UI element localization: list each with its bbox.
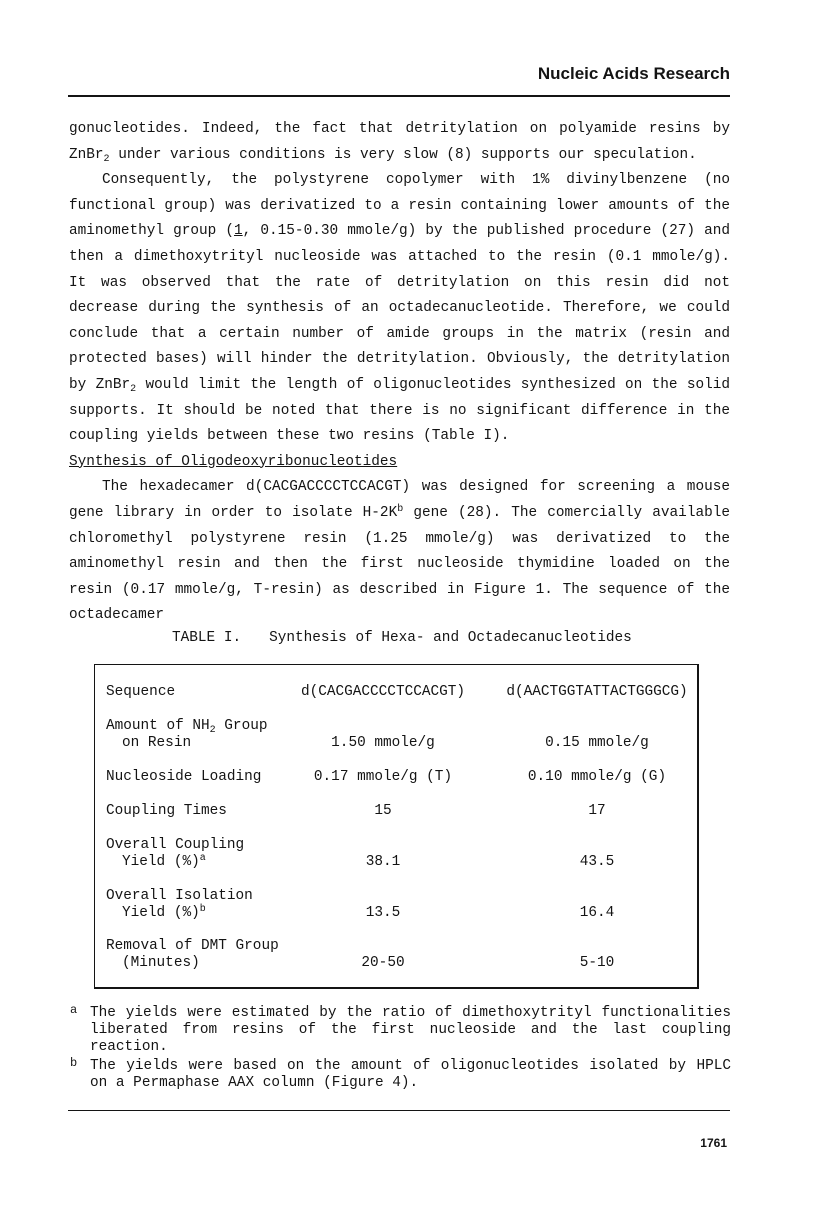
subscript: 2	[130, 383, 137, 395]
label-text: Amount of NH	[106, 718, 210, 734]
row-label-line2	[106, 905, 253, 922]
cell-hexadecamer: d(CACGACCCCTCCACGT)	[300, 684, 466, 700]
cell-hexadecamer: 1.50 mmole/g	[331, 735, 435, 751]
section-heading-text: Synthesis of Oligodeoxyribonucleotides	[69, 453, 398, 470]
footnote-text: The yields were based on the amount of oligonucleotides isolated by HPLC on a Permaphase AAX column (Figure 4).	[90, 1058, 731, 1091]
row-label	[106, 888, 253, 922]
row-label	[106, 938, 279, 972]
footnote-mark: b	[70, 1056, 78, 1070]
section-heading	[69, 450, 730, 476]
paragraph-1-text-cont: under various conditions is very slow (8) supports our speculation.	[109, 146, 697, 163]
journal-title: Nucleic Acids Research	[537, 64, 730, 83]
cell-octadecamer: 5-10	[579, 955, 615, 971]
cell-octadecamer: 16.4	[579, 905, 615, 921]
row-label-line2: (Minutes)	[122, 955, 200, 971]
row-label: Nucleoside Loading	[106, 769, 262, 785]
cell-hexadecamer: 13.5	[365, 905, 401, 921]
paragraph-3-text: The hexadecamer d(CACGACCCCTCCACGT) was designed for screening a mouse gene library in order to isolate H-2K	[69, 479, 730, 521]
paragraph-2-text: Consequently, the polystyrene copolymer with 1% divinylbenzene (no functional group) was derivatized to a resin containing lower amounts of the aminomethyl group (	[69, 172, 730, 240]
page-number: 1761	[700, 1136, 727, 1150]
footnote-a	[70, 1005, 731, 1056]
table-title: Synthesis of Hexa- and Octadecanucleotides	[269, 630, 632, 646]
cell-hexadecamer: 15	[374, 803, 392, 819]
cell-hexadecamer: 38.1	[365, 854, 401, 870]
row-label	[106, 718, 267, 752]
subscript: 2	[209, 725, 216, 736]
row-label-line2: on Resin	[122, 735, 192, 751]
cell-octadecamer: d(AACTGGTATTACTGGGCG)	[506, 684, 688, 700]
cell-hexadecamer: 20-50	[361, 955, 405, 971]
subscript: 2	[103, 153, 110, 165]
compound-ref: 1	[234, 223, 243, 240]
superscript: b	[397, 503, 404, 515]
paragraph-2-text-cont: , 0.15-0.30 mmole/g) by the published procedure (27) and then a dimethoxytrityl nucleoside was attached to the resin (0.1 mmole/g). It was observed that the rate of detritylation on this resin did not decrease during the synthesis of an octadecanucleotide. Therefore, we could conclude that a certain number of amide groups in the matrix (resin and protected bases) will hinder the detritylation. Obviously, the detritylation by ZnBr	[69, 223, 730, 393]
footnote-mark: b	[199, 904, 206, 915]
footnotes	[70, 1005, 731, 1094]
body-text	[69, 117, 730, 629]
row-label: Sequence	[106, 684, 176, 700]
row-label-line2	[106, 854, 244, 871]
paragraph-3	[69, 475, 730, 629]
footer-rule	[68, 1110, 730, 1111]
row-label: Coupling Times	[106, 803, 227, 819]
cell-hexadecamer: 0.17 mmole/g (T)	[313, 769, 453, 785]
label-text: Yield (%)	[122, 854, 200, 870]
row-label-line1	[106, 718, 267, 735]
row-label	[106, 837, 244, 871]
footnote-mark: a	[199, 853, 206, 864]
cell-octadecamer: 0.15 mmole/g	[545, 735, 649, 751]
paragraph-2-text-end: would limit the length of oligonucleotides synthesized on the solid supports. It should be noted that there is no significant difference in the coupling yields between these two resins (Table I).	[69, 376, 731, 445]
label-text: Yield (%)	[122, 905, 200, 921]
footnote-mark: a	[70, 1003, 78, 1017]
paragraph-1	[69, 117, 730, 168]
table-caption	[172, 630, 632, 646]
row-label-line1: Overall Isolation	[106, 888, 253, 904]
cell-octadecamer: 17	[588, 803, 606, 819]
paragraph-3-text-cont: gene (28). The comercially available chloromethyl polystyrene resin (1.25 mmole/g) was derivatized to the aminomethyl resin and then the first nucleoside thymidine loaded on the resin (0.17 mmole/g, T-resin) as described in Figure 1. The sequence of the octadecamer	[69, 504, 730, 624]
cell-octadecamer: 43.5	[579, 854, 615, 870]
header-rule	[68, 95, 730, 97]
row-label-line1: Overall Coupling	[106, 837, 245, 853]
footnote-b	[70, 1058, 731, 1092]
table	[94, 664, 699, 989]
table-label: TABLE I.	[172, 630, 242, 646]
paragraph-1-text: gonucleotides. Indeed, the fact that detritylation on polyamide resins by ZnBr	[69, 121, 730, 163]
footnote-text: The yields were estimated by the ratio of dimethoxytrityl functionalities liberated from resins of the first nucleoside and the last coupling reaction.	[90, 1005, 731, 1055]
label-text-tail: Group	[215, 718, 268, 734]
paragraph-2	[69, 168, 730, 450]
row-label-line1: Removal of DMT Group	[106, 938, 279, 954]
cell-octadecamer: 0.10 mmole/g (G)	[527, 769, 667, 785]
